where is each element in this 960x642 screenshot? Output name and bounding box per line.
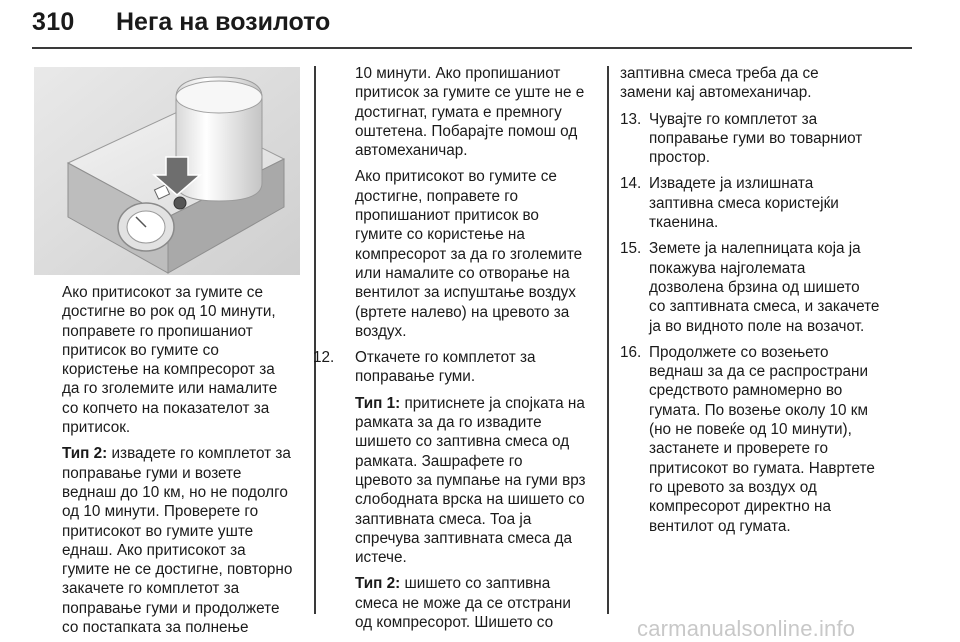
- paragraph-replace-bottle: заптивна смеса треба да се замени кај автомеханичар.: [620, 65, 819, 102]
- step-number: 14.: [620, 175, 642, 193]
- paragraph-adjust-pressure: Ако притисокот во гумите се достигне, поправете го пропишаниот притисок во гумите со користење на компресорот за да го зголемите или намалите со отворање на вентилот за испуштање воздух (вртете налево) на цревото за воздух.: [355, 168, 583, 340]
- tire-compressor-illustration: [34, 67, 300, 275]
- paragraph-type-1: Тип 1: притиснете ја спојката на рамката за да го извадите шишето со заптивна смеса од рамката. Зашрафете го цревото за пумпање на гуми врз слободната врска на шишето со заптивната смеса. Тоа ја спречува заптивната смеса да истече.: [355, 394, 586, 567]
- step-13: 13. Чувајте го комплетот за поправање гуми во товарниот простор.: [620, 110, 863, 167]
- header-rule: [32, 47, 912, 49]
- paragraph-type-2-bottle: Тип 2: шишето со заптивна смеса не може да се отстрани од компресорот. Шишето со: [355, 575, 571, 632]
- step-number: 15.: [620, 240, 642, 258]
- step-number: 13.: [620, 110, 642, 128]
- column-2-text: [313, 64, 595, 632]
- step-14: 14. Извадете ја излишната заптивна смеса користејќи ткаенина.: [620, 175, 839, 232]
- column-1-text: [62, 283, 302, 637]
- paragraph-pressure-reached: Ако притисокот за гумите се достигне во рок од 10 минути, поправете го пропишаниот притисок во гумите со користење на компресорот за да го зголемите или намалите со копчето на показателот за притисок.: [62, 284, 278, 437]
- paragraph-continuation: 10 минути. Ако пропишаниот притисок за гумите се уште не е достигнат, гумата е премногу оштетена. Побарајте помош од автомеханичар.: [355, 65, 585, 160]
- column-divider-2: [607, 66, 609, 614]
- column-3-text: [620, 64, 910, 536]
- watermark: carmanualsonline.info: [637, 616, 856, 641]
- column-divider-1: [314, 66, 316, 614]
- step-16: 16. Продолжете со возењето веднаш за да се распространи средството рамномерно во гумата. По возење околу 10 км (но не повеќе од 10 минути), застанете и проверете го притисокот во гумата. Навртете го цревото за воздух од компресорот директно на вентилот од гумата.: [620, 343, 875, 535]
- step-number: 16.: [620, 343, 642, 361]
- step-15: 15. Земете ја налепницата која ја покажува најголемата дозволена брзина од шишето со заптивната смеса, и закачете ја во видното поле на возачот.: [620, 240, 880, 335]
- page-number: 310: [32, 8, 75, 36]
- step-12: 12. Откачете го комплетот за поправање гуми.: [313, 349, 536, 386]
- page-header: [32, 0, 928, 50]
- section-title: Нега на возилото: [116, 8, 331, 36]
- paragraph-type-2: Тип 2: извадете го комплетот за поправање гуми и возете веднаш до 10 км, но не подолго од 10 минути. Проверете го притисокот во гумите уште еднаш. Ако притисокот за гумите не се достигне, повторно закачете го комплетот за поправање гуми и продолжете со постапката за полнење: [62, 445, 293, 637]
- step-number: 12.: [313, 349, 335, 367]
